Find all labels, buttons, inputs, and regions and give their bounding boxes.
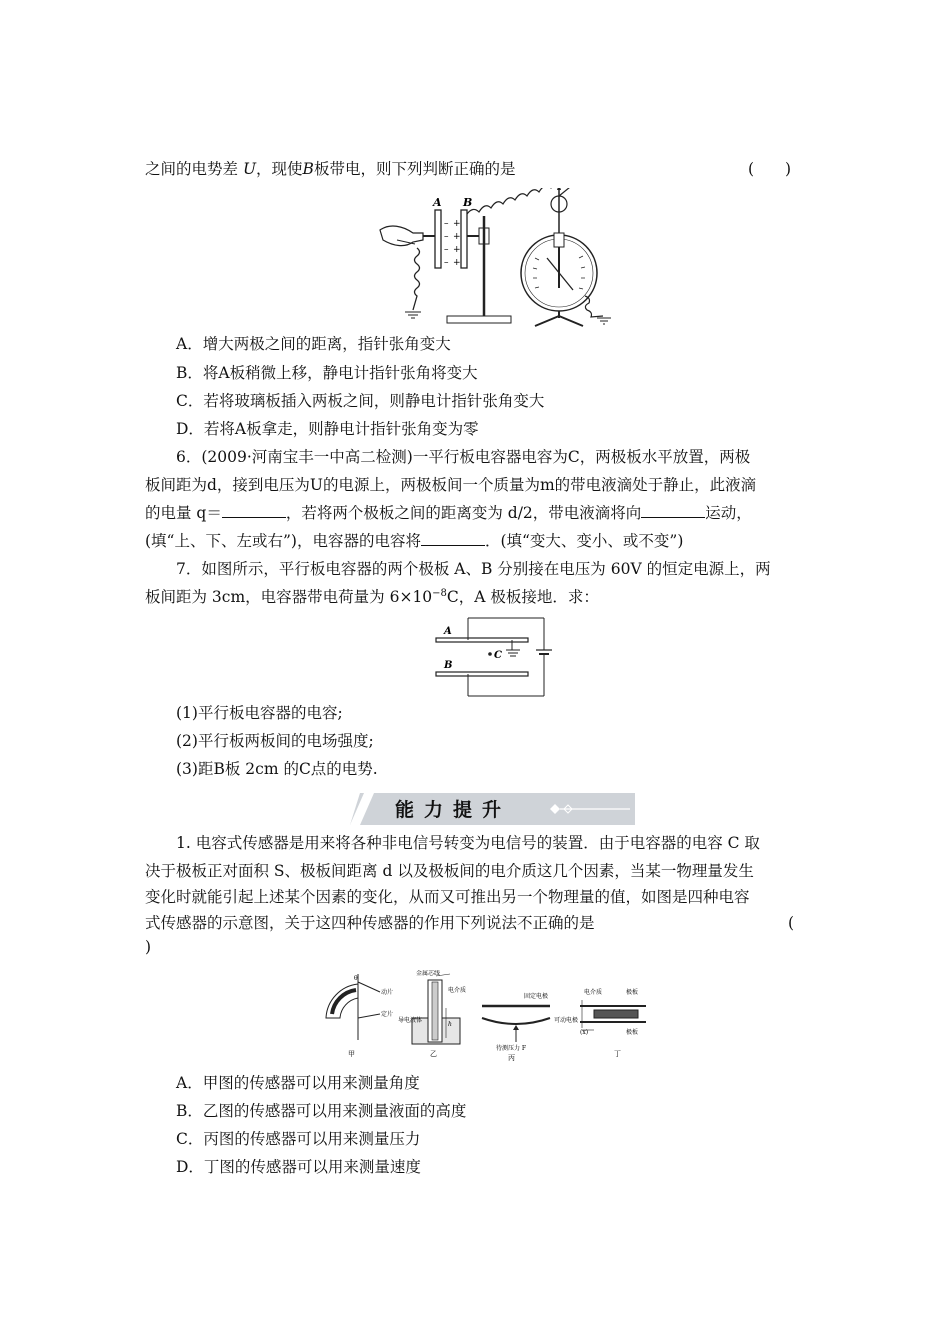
svg-text:动片: 动片	[381, 989, 394, 996]
p1-line3: 变化时就能引起上述某个因素的变化，从而又可推出另一个物理量的值，如图是四种电容	[145, 888, 750, 906]
p1-option-d: D．丁图的传感器可以用来测量速度	[176, 1158, 421, 1176]
q6-line4-post: ．(填“变大、变小、或不变”)	[484, 532, 684, 550]
stand-base	[447, 316, 511, 323]
svg-text:+: +	[453, 258, 461, 268]
svg-text:固定电极: 固定电极	[524, 993, 549, 1000]
ground-wire-right	[585, 296, 603, 317]
plate-a-label: A	[444, 626, 452, 637]
q5-electroscope-figure	[375, 188, 625, 330]
svg-text:+: +	[453, 245, 461, 255]
svg-text:–: –	[444, 245, 449, 255]
p1-sensors-figure	[318, 970, 646, 1062]
svg-text:+: +	[453, 232, 461, 242]
q5-var-u: U	[242, 160, 257, 178]
p1-line4: 式传感器的示意图，关于这四种传感器的作用下列说法不正确的是	[145, 914, 595, 932]
p1-line1: 1. 电容式传感器是用来将各种非电信号转变为电信号的装置．由于电容器的电容 C 取	[176, 834, 760, 852]
plate-b-label: B	[463, 196, 473, 209]
svg-text:可动电极: 可动电极	[554, 1017, 579, 1024]
plate-b-label: B	[444, 660, 453, 671]
q6-blank-charge	[222, 503, 286, 518]
q7-circuit-figure	[428, 612, 552, 702]
q5-var-b: B	[302, 160, 314, 178]
q7-sub-3: (3)距B板 2cm 的C点的电势.	[176, 760, 378, 778]
q5-option-c: C．若将玻璃板插入两板之间，则静电计指针张角变大	[176, 392, 545, 410]
plate-a	[435, 210, 441, 268]
ground-wire-left	[413, 248, 420, 310]
p1-option-a: A．甲图的传感器可以用来测量角度	[176, 1074, 420, 1092]
q6-line1: 6．(2009·河南宝丰一中高二检测)一平行板电容器电容为C，两极板水平放置，两极	[176, 448, 751, 466]
sensor-ding	[580, 988, 646, 1058]
p1-line2: 决于极板正对面积 S、极板间距离 d 以及极板间的电介质这几个因素，当某一物理量发生	[145, 862, 754, 880]
q6-line2: 板间距为d，接到电压为U的电源上，两极板间一个质量为m的带电液滴处于静止，此液滴	[145, 476, 757, 494]
svg-text:–: –	[444, 232, 449, 242]
q5-option-d: D．若将A板拿走，则静电计指针张角变为零	[176, 420, 479, 438]
q5-option-b: B．将A板稍微上移，静电计指针张角将变大	[176, 364, 478, 382]
q5-stem-pre: 之间的电势差	[145, 160, 239, 178]
q5-stem	[145, 158, 810, 180]
svg-text:金属芯线: 金属芯线	[416, 970, 441, 977]
p1-paren-close: )	[145, 938, 152, 956]
p1-paren-open: (	[788, 914, 795, 932]
q5-answer-paren: ( )	[748, 160, 792, 178]
q7-line2-pre: 板间距为 3cm，电容器带电荷量为 6×10	[145, 588, 433, 606]
svg-text:电介质: 电介质	[584, 989, 603, 996]
point-c-label: C	[494, 650, 502, 661]
svg-text:待测压力 F: 待测压力 F	[496, 1045, 527, 1052]
q7-line1: 7．如图所示，平行板电容器的两个极板 A、B 分别接在电压为 60V 的恒定电源上，两	[176, 560, 771, 578]
svg-text:θ: θ	[354, 975, 358, 982]
q7-line2-post: C，A 极板接地．求：	[446, 588, 599, 606]
sensor-bing	[482, 992, 578, 1062]
q5-stem-post: 板带电，则下列判断正确的是	[313, 160, 516, 178]
svg-text:丙: 丙	[508, 1054, 515, 1062]
q6-line4-pre: (填“上、下、左或右”)，电容器的电容将	[145, 532, 421, 550]
q5-option-a: A．增大两极之间的距离，指针张角变大	[176, 335, 451, 353]
point-c	[488, 652, 492, 656]
svg-text:电介质: 电介质	[448, 987, 467, 994]
svg-text:定片: 定片	[381, 1011, 394, 1018]
q6-line3-pre: 的电量 q＝	[145, 504, 222, 522]
q7-exponent: −8	[432, 587, 447, 599]
q7-line2	[145, 586, 810, 608]
svg-text:极板: 极板	[626, 1029, 639, 1036]
p1-option-c: C．丙图的传感器可以用来测量压力	[176, 1130, 421, 1148]
svg-text:乙: 乙	[430, 1050, 437, 1058]
q7-sub-2: (2)平行板两板间的电场强度;	[176, 732, 374, 750]
plate-a	[436, 638, 528, 642]
q6-line3-mid: ，若将两个极板之间的距离变为 d/2，带电液滴将向	[285, 504, 642, 522]
hand-shape	[380, 226, 423, 246]
q6-line4	[145, 530, 810, 552]
svg-text:–: –	[444, 219, 449, 229]
q5-stem-mid: ，现使	[256, 160, 303, 178]
section-title: 能力提升	[395, 799, 512, 821]
svg-text:甲: 甲	[348, 1050, 355, 1058]
q7-sub-1: (1)平行板电容器的电容;	[176, 704, 343, 722]
q6-blank-direction	[641, 503, 705, 518]
plate-b	[461, 210, 467, 268]
plate-a-label: A	[433, 196, 442, 209]
q6-line3	[145, 502, 810, 524]
svg-text:导电液体: 导电液体	[398, 1017, 423, 1024]
q6-blank-capacitance	[421, 531, 485, 546]
q6-line3-post: 运动，	[705, 504, 752, 522]
svg-text:h: h	[448, 1021, 452, 1028]
svg-text:极板: 极板	[626, 989, 639, 996]
svg-text:–: –	[444, 258, 449, 268]
sensor-yi	[398, 970, 466, 1058]
svg-text:丁: 丁	[614, 1050, 621, 1058]
svg-text:+: +	[453, 219, 461, 229]
svg-text:(x): (x)	[580, 1029, 589, 1036]
p1-option-b: B．乙图的传感器可以用来测量液面的高度	[176, 1102, 467, 1120]
plate-b	[436, 672, 528, 676]
sensor-jia	[326, 974, 393, 1058]
